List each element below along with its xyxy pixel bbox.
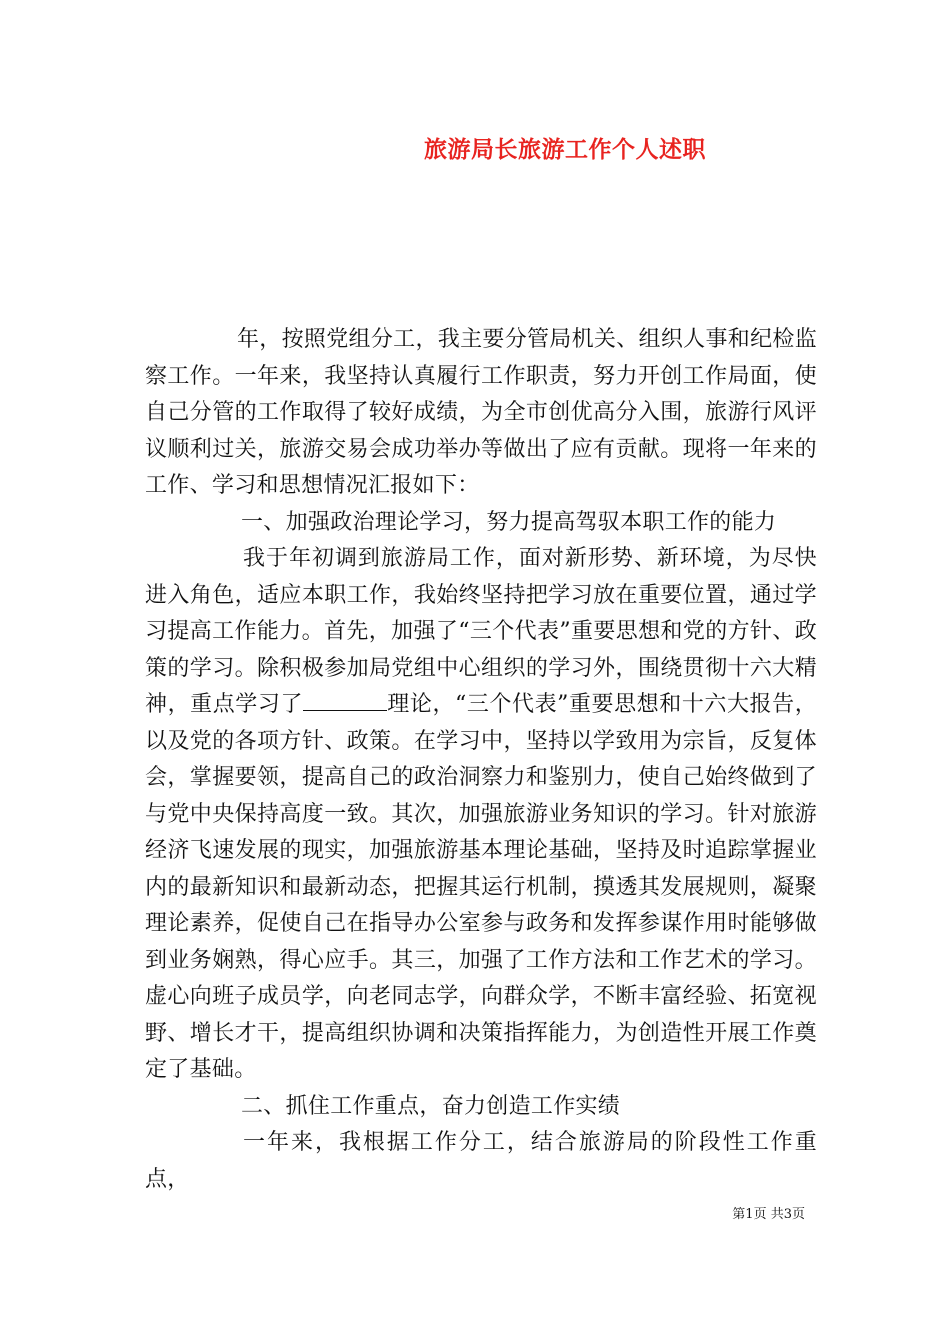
study-paragraph <box>145 541 817 1089</box>
page-footer <box>0 1206 805 1224</box>
section-heading-2: 二、抓住工作重点，奋力创造工作实绩 <box>241 1093 621 1119</box>
study-paragraph-part2: 理论，“三个代表”重要思想和十六大报告，以及党的各项方针、政策。在学习中，坚持以学致用为宗旨，反复体会，掌握要领，提高自己的政治洞察力和鉴别力，使自己始终做到了与党中央保持高度一致。其次，加强旅游业务知识的学习。针对旅游经济飞速发展的现实，加强旅游基本理论基础，坚持及时追踪掌握业内的最新知识和最新动态，把握其运行机制，摸透其发展规则，凝聚理论素养，促使自己在指导办公室参与政务和发挥参谋作用时能够做到业务娴熟，得心应手。其三，加强了工作方法和工作艺术的学习。虚心向班子成员学，向老同志学，向群众学，不断丰富经验、拓宽视野、增长才干，提高组织协调和决策指挥能力，为创造性开展工作奠定了基础。 <box>145 692 818 1082</box>
document-title: 旅游局长旅游工作个人述职 <box>424 136 706 163</box>
footer-suffix: 页 <box>791 1207 805 1222</box>
footer-middle: 页 共 <box>753 1207 784 1222</box>
study-paragraph-part1: 我于年初调到旅游局工作，面对新形势、新环境，为尽快进入角色，适应本职工作，我始终坚持把学习放在重要位置，通过学习提高工作能力。首先，加强了“三个代表”重要思想和党的方针、政策的学习。除积极参加局党组中心组织的学习外，围绕贯彻十六大精神，重点学习了 <box>145 546 817 717</box>
work-paragraph: 一年来，我根据工作分工，结合旅游局的阶段性工作重点， <box>145 1130 817 1192</box>
footer-current-page: 1 <box>745 1207 754 1222</box>
blank-underline <box>303 692 387 711</box>
footer-prefix: 第 <box>732 1207 746 1222</box>
footer-total-pages: 3 <box>783 1207 792 1222</box>
intro-paragraph: 年，按照党组分工，我主要分管局机关、组织人事和纪检监察工作。一年来，我坚持认真履行工作职责，努力开创工作局面，使自己分管的工作取得了较好成绩，为全市创优高分入围，旅游行风评议顺利过关，旅游交易会成功举办等做出了应有贡献。现将一年来的工作、学习和思想情况汇报如下： <box>145 327 817 498</box>
document-body <box>145 322 817 1198</box>
section-heading-1: 一、加强政治理论学习，努力提高驾驭本职工作的能力 <box>241 509 777 535</box>
